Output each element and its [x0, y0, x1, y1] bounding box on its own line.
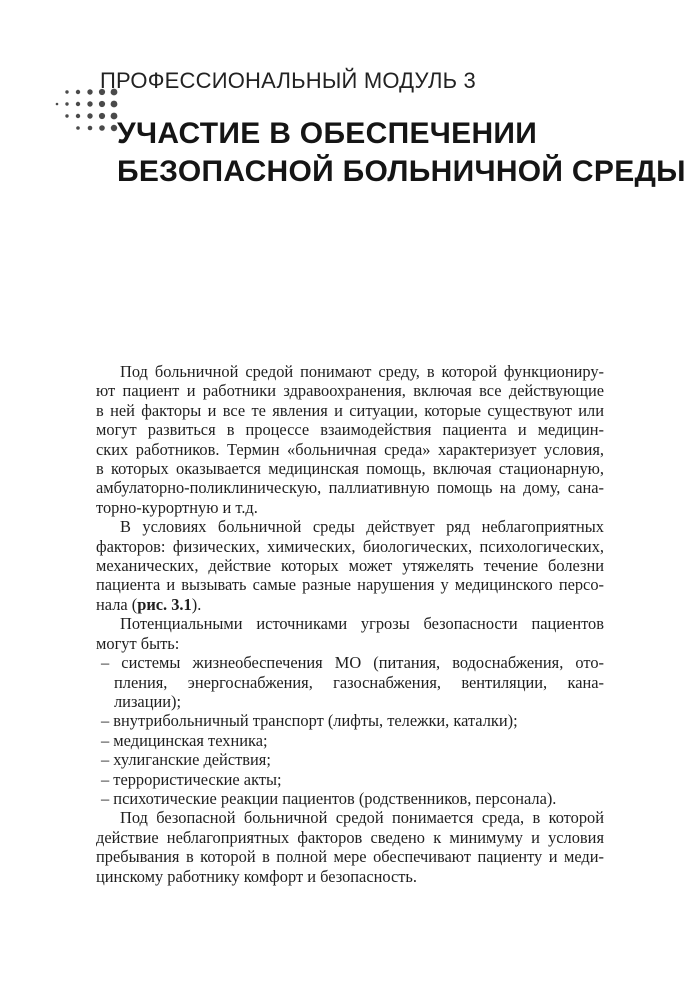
chapter-title-line: УЧАСТИЕ В ОБЕСПЕЧЕНИИ: [117, 117, 538, 150]
list-item: [96, 750, 604, 769]
paragraph-hospital-environment: [96, 362, 604, 381]
text-line: действие неблагоприятных факторов сведено к минимуму и условия: [96, 827, 604, 847]
paragraph-unfavorable-factors-end: [96, 595, 604, 614]
paragraph-threat-sources-end: [96, 634, 604, 653]
text-line: Под безопасной больничной средой понимается среда, в которой: [120, 808, 604, 828]
paragraph-safe-environment-cont: [96, 828, 604, 867]
list-item-line: – медицинская техника;: [101, 730, 268, 750]
list-item: [96, 770, 604, 789]
paragraph-hospital-environment-end: [96, 498, 604, 517]
text-line: ют пациент и работники здравоохранения, включая все действующие: [96, 381, 604, 401]
text-line: В условиях больничной среды действует ряд неблагоприятных: [120, 517, 604, 537]
module-label: ПРОФЕССИОНАЛЬНЫЙ МОДУЛЬ 3: [100, 68, 476, 93]
body-text: [96, 362, 604, 886]
text-line: могут развиться в процессе взаимодействия пациента и медицин-: [96, 420, 604, 440]
paragraph-safe-environment: [96, 808, 604, 827]
text-line: Под больничной средой понимают среду, в которой функциониру-: [120, 362, 604, 381]
threat-sources-list: [96, 653, 604, 808]
decorative-dots-icon: [54, 86, 124, 140]
text-line: цинскому работнику комфорт и безопасность.: [96, 866, 417, 886]
paragraph-hospital-environment-cont: [96, 381, 604, 497]
paragraph-unfavorable-factors: [96, 517, 604, 536]
text-line: механических, действие которых может утяжелять течение болезни: [96, 556, 604, 576]
text-line: пребывания в которой в полной мере обеспечивают пациенту и меди-: [96, 847, 604, 867]
chapter-header: [0, 0, 700, 200]
list-item-line: – системы жизнеобеспечения МО (питания, водоснабжения, ото-: [101, 653, 604, 673]
text-line: ских работников. Термин «больничная среда» характеризует условия,: [96, 439, 604, 459]
list-item-line: пления, энергоснабжения, газоснабжения, вентиляции, кана-: [114, 672, 604, 692]
chapter-title: [117, 115, 686, 191]
list-item-line: лизации);: [114, 691, 182, 711]
text-line: факторов: физических, химических, биологических, психологических,: [96, 536, 604, 556]
text-fragment: нала (: [96, 594, 138, 614]
text-line: пациента и вызывать самые разные нарушения у медицинского персо-: [96, 575, 604, 595]
text-fragment: ).: [191, 594, 202, 614]
list-item-line: – хулиганские действия;: [101, 750, 271, 770]
text-line: могут быть:: [96, 633, 180, 653]
list-item-line: – террористические акты;: [101, 769, 282, 789]
list-item: [96, 653, 604, 711]
paragraph-safe-environment-end: [96, 867, 604, 886]
figure-reference-link[interactable]: рис. 3.1: [137, 594, 192, 614]
text-line: торно-курортную и т.д.: [96, 497, 258, 517]
text-line: в ней факторы и все те явления и ситуации, которые существуют или: [96, 400, 604, 420]
list-item: [96, 711, 604, 730]
text-line: Потенциальными источниками угрозы безопасности пациентов: [120, 614, 604, 634]
list-item-line: – внутрибольничный транспорт (лифты, тележки, каталки);: [101, 711, 518, 731]
list-item: [96, 731, 604, 750]
list-item-line: – психотические реакции пациентов (родственников, персонала).: [101, 788, 557, 808]
text-line: в которых оказывается медицинская помощь, включая стационарную,: [96, 459, 604, 479]
chapter-title-line: БЕЗОПАСНОЙ БОЛЬНИЧНОЙ СРЕДЫ: [117, 155, 686, 188]
list-item: [96, 789, 604, 808]
text-line: амбулаторно-поликлиническую, паллиативную помощь на дому, сана-: [96, 478, 604, 498]
paragraph-threat-sources: [96, 614, 604, 633]
paragraph-unfavorable-factors-cont: [96, 537, 604, 595]
